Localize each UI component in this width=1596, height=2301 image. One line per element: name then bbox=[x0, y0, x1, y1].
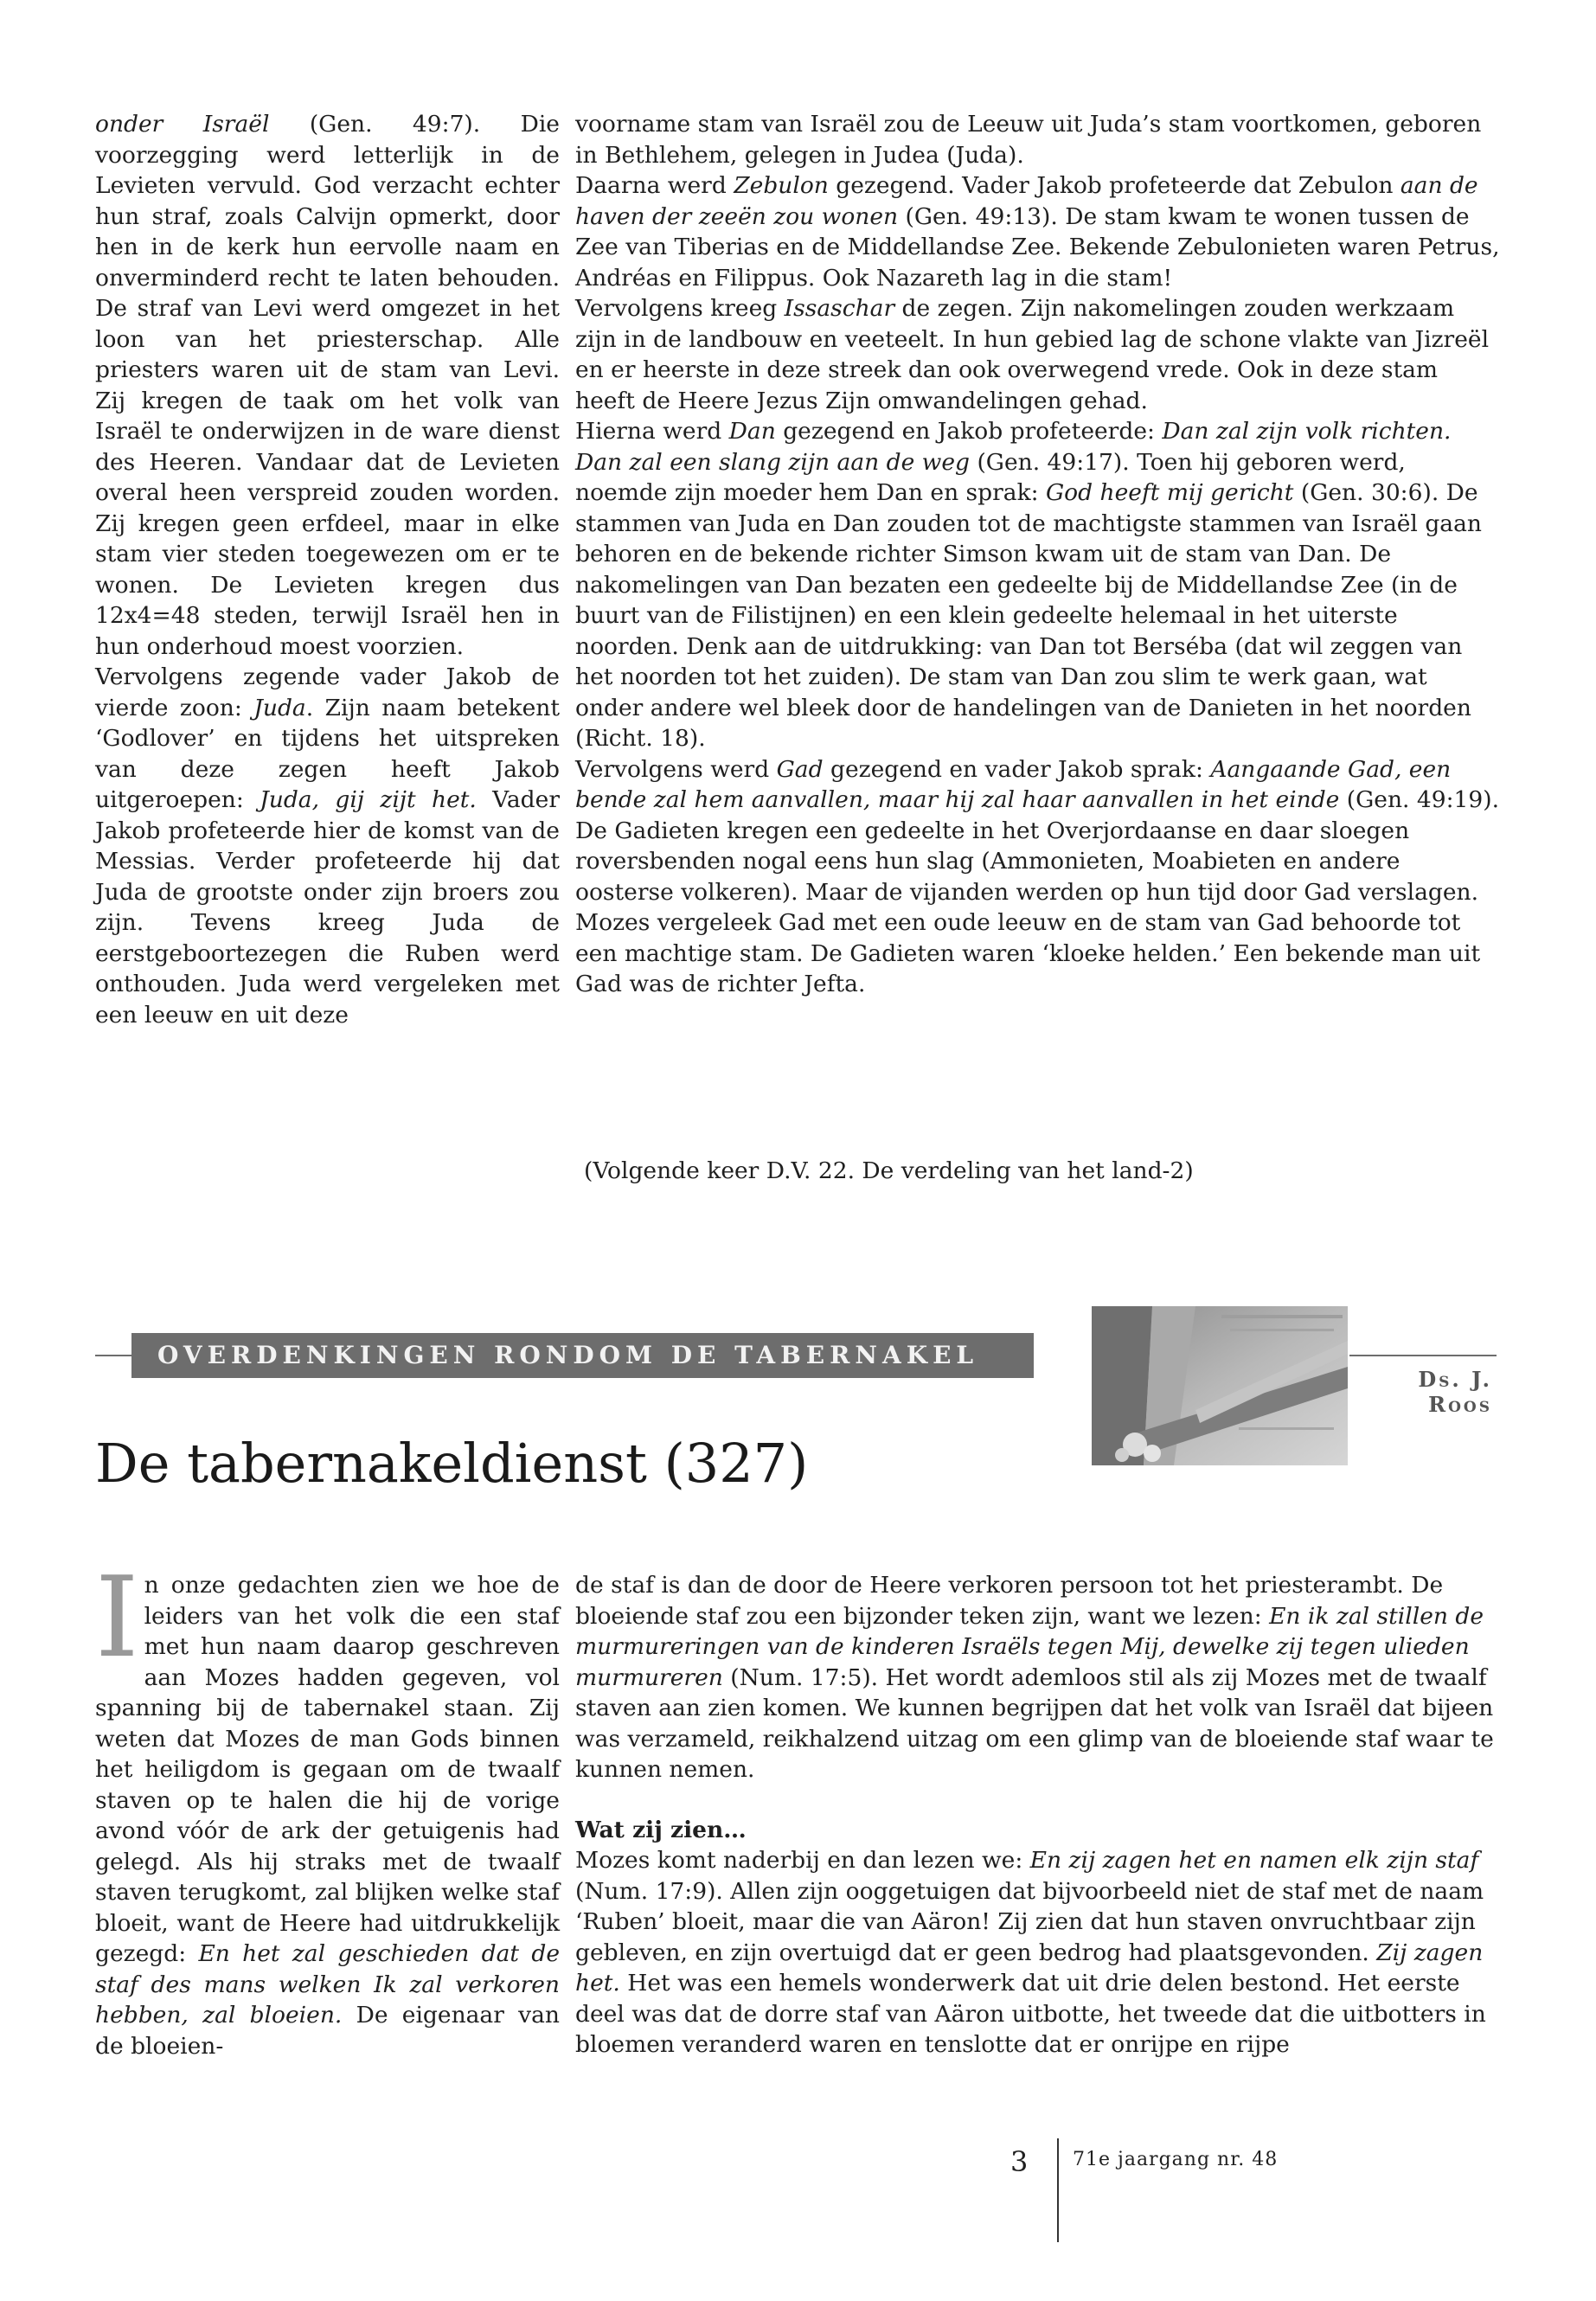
page-number: 3 bbox=[1010, 2145, 1029, 2178]
section-label: OVERDENKINGEN RONDOM DE TABERNAKEL bbox=[131, 1333, 1034, 1378]
issue-label: 71e jaargang nr. 48 bbox=[1073, 2149, 1279, 2170]
paragraph: Vervolgens zegende vader Jakob de vierde zoon: Juda. Zijn naam betekent ‘Godlover’ en tijdens het uitspreken van deze zegen heeft Jakob uitgeroepen: Juda, gij zijt het. Vader Jakob profeteerde hier de komst van de Messias. Verder profeteerde hij dat Juda de grootste onder zijn broers zou zijn. Tevens kreeg Juda de eerstgeboortezegen die Ruben werd onthouden. Juda werd vergeleken met een leeuw en uit deze bbox=[95, 663, 560, 1029]
column-bottom-right bbox=[575, 1570, 1501, 2061]
paragraph: Vervolgens werd Gad gezegend en vader Jakob sprak: Aangaande Gad, een bende zal hem aanvallen, maar hij zal haar aanvallen in het einde (Gen. 49:19). De Gadieten kregen een gedeelte in het Overjordaanse en daar sloegen roversbenden nogal eens hun slag (Ammonieten, Moabieten en andere oosterse volkeren). Maar de vijanden werden op hun tijd door Gad verslagen. Mozes vergeleek Gad met een oude leeuw en de stam van Gad behoorde tot een machtige stam. De Gadieten waren ‘kloeke helden.’ Een bekende man uit Gad was de richter Jefta. bbox=[575, 755, 1500, 997]
section-rule-left bbox=[95, 1355, 131, 1356]
column-bottom-left bbox=[95, 1554, 560, 2061]
paragraph: de staf is dan de door de Heere verkoren persoon tot het priesterambt. De bloeiende staf zou een bijzonder teken zijn, want we lezen: En ik zal stillen de murmureringen van de kinderen Israëls tegen Mij, dewelke zij tegen ulieden murmureren (Num. 17:5). Het wordt ademloos stil als zij Mozes met de twaalf staven aan zien komen. We kunnen begrijpen dat het volk van Israël dat bijeen was verzameld, reikhalzend uitzag om een glimp van de bloeiende staf waar te kunnen nemen. bbox=[575, 1572, 1494, 1783]
paragraph: onder Israël (Gen. 49:7). Die voorzegging werd letterlijk in de Levieten vervuld. God verzacht echter hun straf, zoals Calvijn opmerkt, door hen in de kerk hun eervolle naam en onverminderd recht te laten behouden. De straf van Levi werd omgezet in het loon van het priesterschap. Alle priesters waren uit de stam van Levi. Zij kregen de taak om het volk van Israël te onderwijzen in de ware dienst des Heeren. Vandaar dat de Levieten overal heen verspreid zouden worden. Zij kregen geen erfdeel, maar in elke stam vier steden toegewezen om er te wonen. De Levieten kregen dus 12x4=48 steden, terwijl Israël hen in hun onderhoud moest voorzien. bbox=[95, 111, 560, 660]
next-installment-note: (Volgende keer D.V. 22. De verdeling van het land-2) bbox=[584, 1157, 1194, 1184]
column-top-right bbox=[575, 109, 1501, 1000]
paragraph: Daarna werd Zebulon gezegend. Vader Jakob profeteerde dat Zebulon aan de haven der zeeën zou wonen (Gen. 49:13). De stam kwam te wonen tussen de Zee van Tiberias en de Middellandse Zee. Bekende Zebulonieten waren Petrus, Andréas en Filippus. Ook Nazareth lag in die stam! bbox=[575, 172, 1500, 292]
subheading: Wat zij zien… bbox=[575, 1816, 747, 1843]
footer-divider bbox=[1057, 2138, 1059, 2242]
column-top-left bbox=[95, 109, 560, 1030]
section-rule-right bbox=[1349, 1355, 1497, 1356]
paragraph: In onze gedachten zien we hoe de leiders van het volk die een staf met hun naam daarop geschreven aan Mozes hadden gegeven, vol spanning bij de tabernakel staan. Zij weten dat Mozes de man Gods binnen het heiligdom is gegaan om de twaalf staven op te halen die hij de vorige avond vóór de ark der getuigenis had gelegd. Als hij straks met de twaalf staven terugkomt, zal blijken welke staf bloeit, want de Heere had uitdrukkelijk gezegd: En het zal geschieden dat de staf des mans welken Ik zal verkoren hebben, zal bloeien. De eigenaar van de bloeien- bbox=[95, 1554, 560, 2060]
tabernacle-photo bbox=[1092, 1306, 1348, 1465]
article-title: De tabernakeldienst (327) bbox=[95, 1432, 809, 1495]
paragraph: Mozes komt naderbij en dan lezen we: En zij zagen het en namen elk zijn staf (Num. 17:9). Allen zijn ooggetuigen dat bijvoorbeeld niet de staf met de naam ‘Ruben’ bloeit, maar die van Aäron! Zij zien dat hun staven onvruchtbaar zijn gebleven, en zijn overtuigd dat er geen bedrog had plaatsgevonden. Zij zagen het. Het was een hemels wonderwerk dat uit drie delen bestond. Het eerste deel was dat de dorre staf van Aäron uitbotte, het tweede dat die uitbotters in bloemen veranderd waren en tenslotte dat er onrijpe en rijpe bbox=[575, 1847, 1486, 2058]
paragraph: Vervolgens kreeg Issaschar de zegen. Zijn nakomelingen zouden werkzaam zijn in de landbouw en veeteelt. In hun gebied lag de schone vlakte van Jizreël en er heerste in deze streek dan ook overwegend vrede. Ook in deze stam heeft de Heere Jezus Zijn omwandelingen gehad. bbox=[575, 295, 1490, 414]
drop-cap: I bbox=[95, 1554, 139, 1682]
paragraph: voorname stam van Israël zou de Leeuw uit Juda’s stam voortkomen, geboren in Bethlehem, gelegen in Judea (Juda). bbox=[575, 111, 1482, 169]
author-name: Ds. J. Roos bbox=[1418, 1367, 1492, 1417]
paragraph: Hierna werd Dan gezegend en Jakob profeteerde: Dan zal zijn volk richten. Dan zal een slang zijn aan de weg (Gen. 49:17). Toen hij geboren werd, noemde zijn moeder hem Dan en sprak: God heeft mij gericht (Gen. 30:6). De stammen van Juda en Dan zouden tot de machtigste stammen van Israël gaan behoren en de bekende richter Simson kwam uit de stam van Dan. De nakomelingen van Dan bezaten een gedeelte bij de Middellandse Zee (in de buurt van de Filistijnen) en een klein gedeelte helemaal in het uiterste noorden. Denk aan de uitdrukking: van Dan tot Berséba (dat wil zeggen van het noorden tot het zuiden). De stam van Dan zou slim te werk gaan, wat onder andere wel bleek door de handelingen van de Danieten in het noorden (Richt. 18). bbox=[575, 418, 1482, 752]
